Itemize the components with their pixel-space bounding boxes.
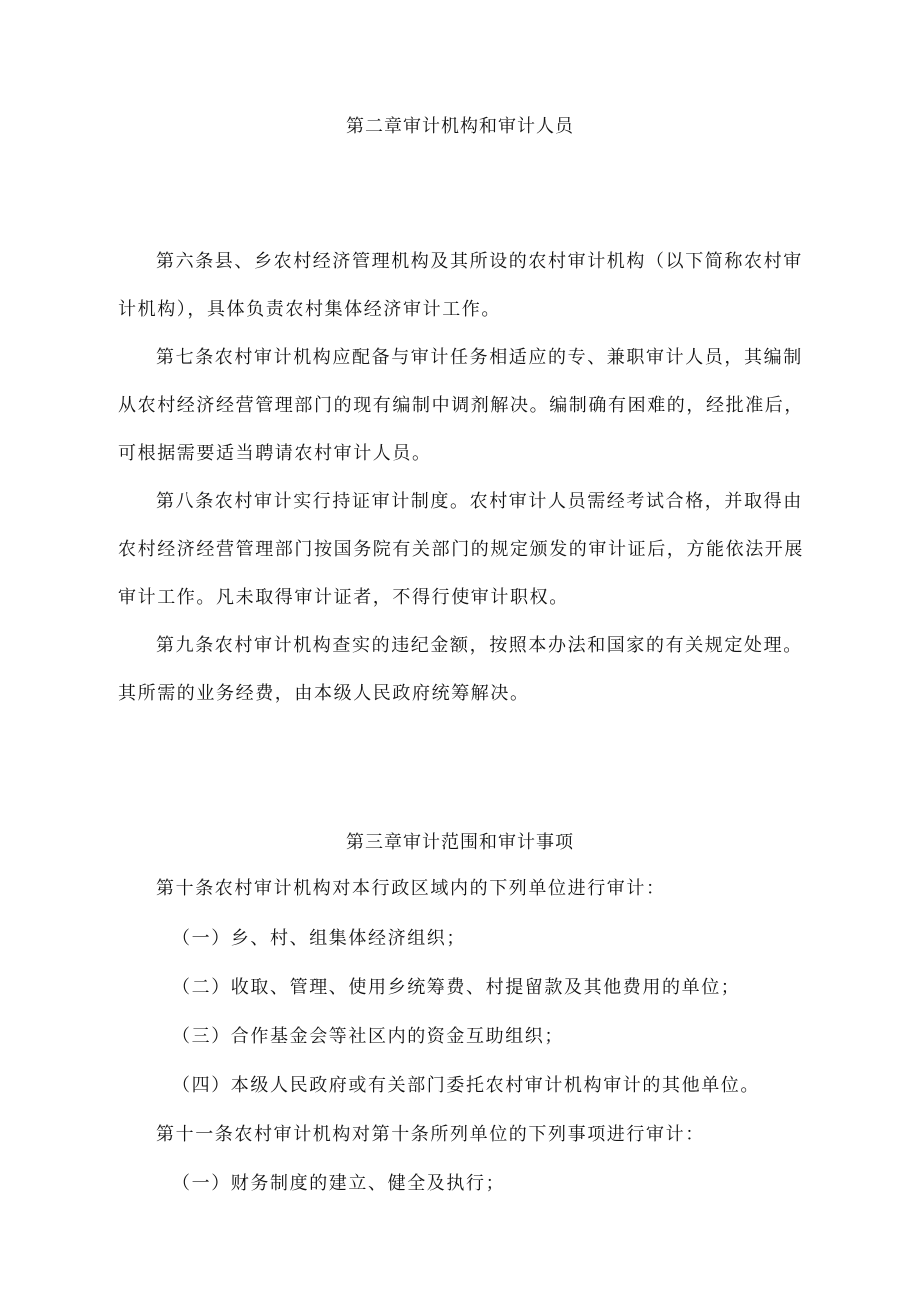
article-6: 第六条县、乡农村经济管理机构及其所设的农村审计机构（以下简称农村审计机构），具体负责农村集体经济审计工作。	[118, 251, 803, 320]
article-10-item: （四）本级人民政府或有关部门委托农村审计机构审计的其他单位。	[172, 1075, 760, 1096]
article-8: 第八条农村审计实行持证审计制度。农村审计人员需经考试合格，并取得由农村经济经营管理部门按国务院有关部门的规定颁发的审计证后，方能依法开展审计工作。凡未取得审计证者，不得行使审计职权。	[118, 491, 804, 608]
article-11: 第十一条农村审计机构对第十条所列单位的下列事项进行审计：	[156, 1124, 705, 1145]
chapter-2-title: 第二章审计机构和审计人员	[346, 116, 574, 137]
article-10-item: （一）乡、村、组集体经济组织；	[172, 928, 466, 949]
article-7: 第七条农村审计机构应配备与审计任务相适应的专、兼职审计人员，其编制从农村经济经营管理部门的现有编制中调剂解决。编制确有困难的，经批准后，可根据需要适当聘请农村审计人员。	[118, 347, 804, 464]
article-10-item: （二）收取、管理、使用乡统筹费、村提留款及其他费用的单位；	[172, 977, 741, 998]
chapter-3-title: 第三章审计范围和审计事项	[346, 832, 574, 853]
article-10-item: （三）合作基金会等社区内的资金互助组织；	[172, 1026, 564, 1047]
article-9: 第九条农村审计机构查实的违纪金额，按照本办法和国家的有关规定处理。其所需的业务经费，由本级人民政府统筹解决。	[118, 635, 803, 704]
article-11-item: （一）财务制度的建立、健全及执行；	[172, 1173, 506, 1194]
article-10: 第十条农村审计机构对本行政区域内的下列单位进行审计：	[156, 878, 666, 899]
